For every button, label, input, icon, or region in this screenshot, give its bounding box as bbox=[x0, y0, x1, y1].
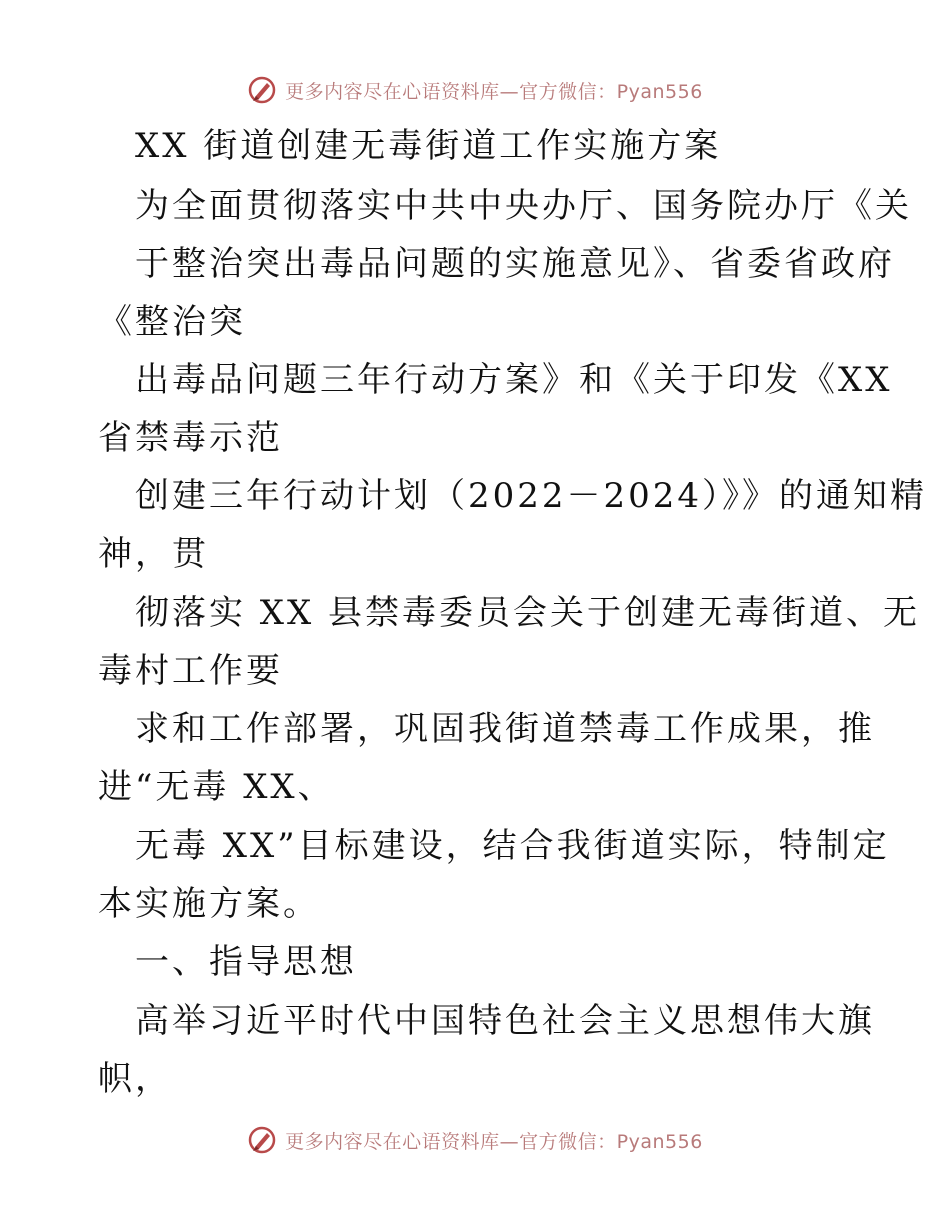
paragraph-line: 彻落实 XX 县禁毒委员会关于创建无毒街道、无 bbox=[135, 593, 921, 633]
watermark-text: 更多内容尽在心语资料库—官方微信：Pyan556 bbox=[285, 1130, 703, 1153]
paragraph-line: 创建三年行动计划（2022－2024）》》的通知精 bbox=[135, 476, 928, 516]
paragraph-line: 神，贯 bbox=[98, 534, 209, 574]
paragraph-line: 进“无毒 XX、 bbox=[98, 767, 335, 807]
footer-watermark bbox=[0, 1120, 950, 1160]
watermark-text: 更多内容尽在心语资料库—官方微信：Pyan556 bbox=[285, 80, 703, 103]
paragraph-line: 省禁毒示范 bbox=[98, 418, 283, 458]
paragraph-line: 本实施方案。 bbox=[98, 884, 320, 924]
paragraph-line: 求和工作部署，巩固我街道禁毒工作成果，推 bbox=[135, 709, 875, 749]
paragraph-line: 帜， bbox=[98, 1059, 172, 1099]
paragraph-line: 《整治突 bbox=[98, 302, 246, 342]
paragraph-line: 毒村工作要 bbox=[98, 651, 283, 691]
section-heading: 一、指导思想 bbox=[135, 942, 357, 982]
paragraph-line: 高举习近平时代中国特色社会主义思想伟大旗 bbox=[135, 1001, 875, 1041]
paragraph-line: 无毒 XX”目标建设，结合我街道实际，特制定 bbox=[135, 826, 890, 866]
paragraph-line: 为全面贯彻落实中共中央办厅、国务院办厅《关 bbox=[135, 186, 912, 226]
paragraph-line: 出毒品问题三年行动方案》和《关于印发《XX bbox=[135, 360, 893, 400]
document-title: XX 街道创建无毒街道工作实施方案 bbox=[135, 126, 722, 166]
pen-logo-icon bbox=[247, 1125, 277, 1155]
paragraph-line: 于整治突出毒品问题的实施意见》、省委省政府 bbox=[135, 244, 895, 284]
